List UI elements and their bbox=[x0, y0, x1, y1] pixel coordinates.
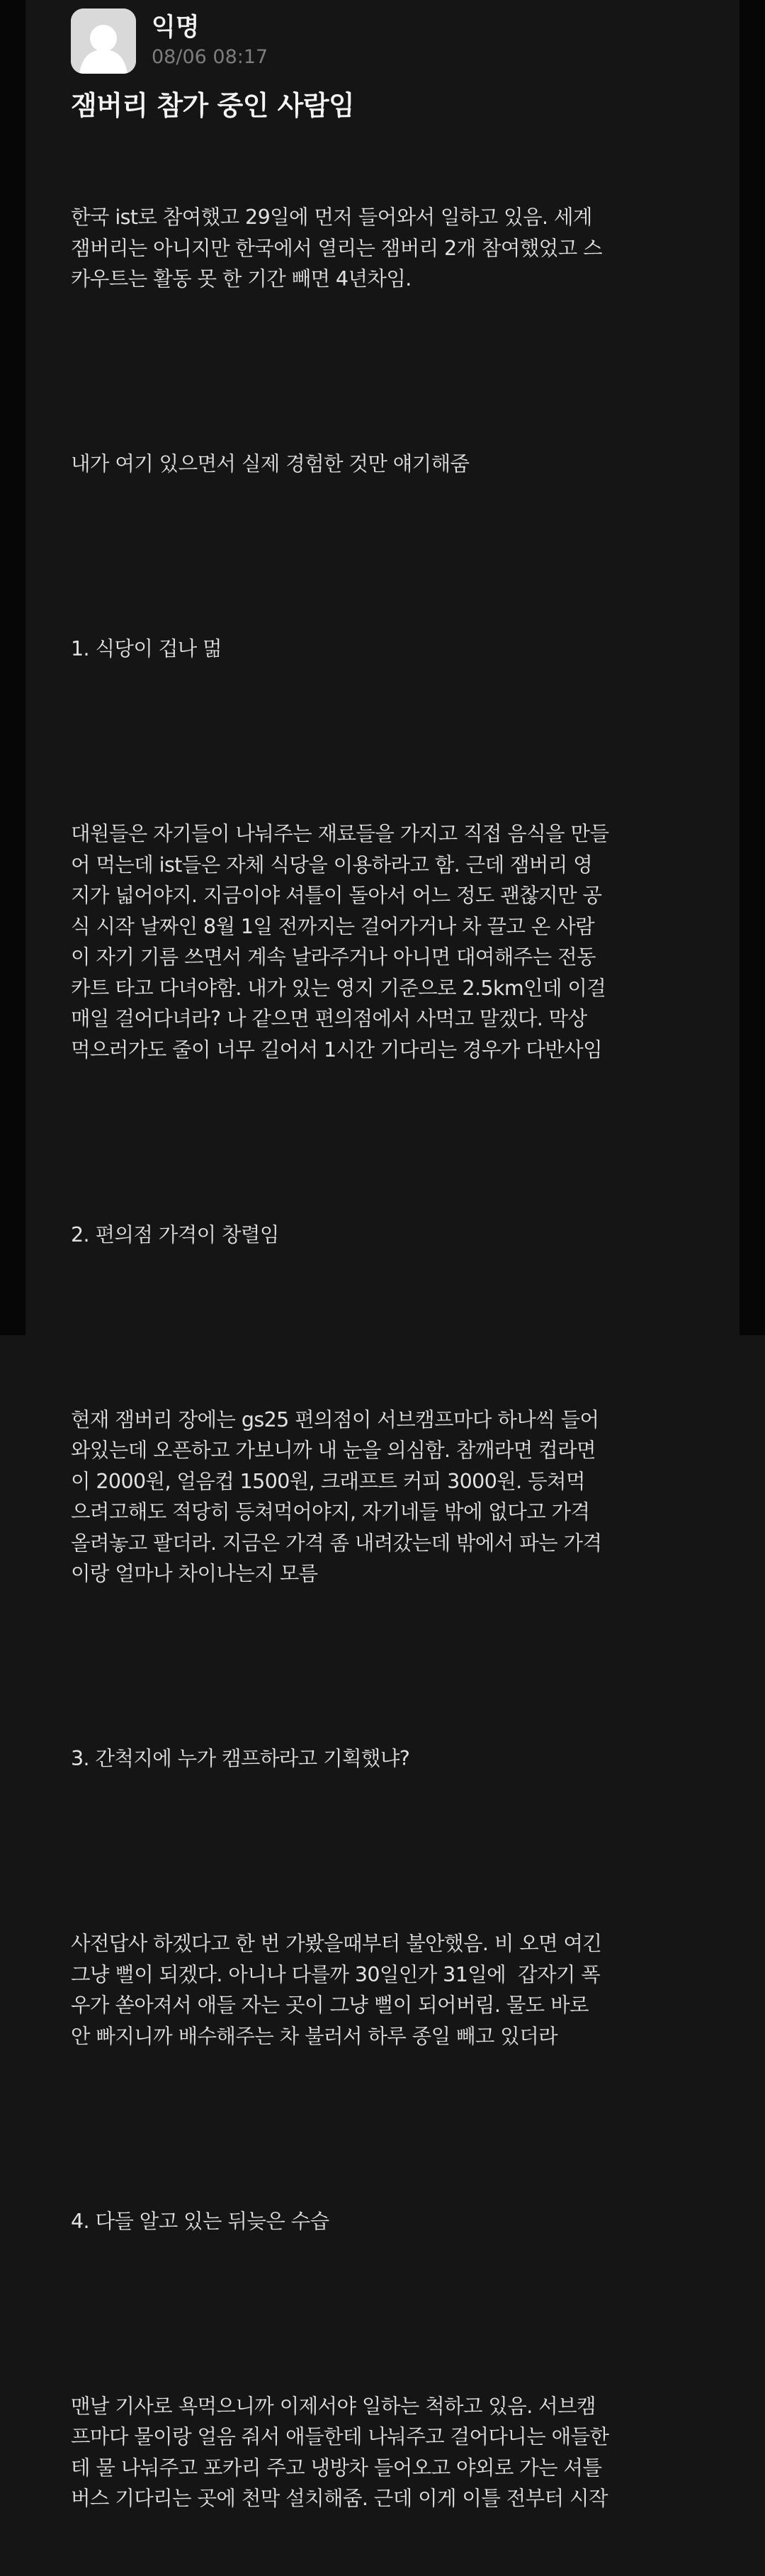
left-edge bbox=[0, 0, 26, 1335]
paragraph-gap bbox=[71, 1127, 701, 1158]
paragraph-gap bbox=[71, 2298, 701, 2329]
post-container bbox=[71, 9, 701, 2576]
paragraph-gap bbox=[71, 2113, 701, 2144]
post-body bbox=[71, 140, 701, 2576]
section-body-4: 맨날 기사로 욕먹으니까 이제서야 일하는 척하고 있음. 서브캠 프마다 물이랑 얼음 줘서 애들한테 나눠주고 걸어다니는 애들한 테 물 나눠주고 포카리 주고 냉방차 들어오고 야외로 가는 셔틀 버스 기다리는 곳에 천막 설치해줌. 근데 이게 이틀 전부터 시작 bbox=[71, 2394, 609, 2510]
paragraph-gap bbox=[71, 1312, 701, 1343]
default-profile-avatar-icon bbox=[71, 9, 136, 74]
avatar[interactable] bbox=[71, 9, 136, 74]
paragraph-gap bbox=[71, 356, 701, 388]
paragraph-gap bbox=[71, 1836, 701, 1867]
section-body-3: 사전답사 하겠다고 한 번 가봤을때부터 불안했음. 비 오면 여긴 그냥 뻘이 되겠다. 아니나 다를까 30일인가 31일에 갑자기 폭 우가 쏟아져서 애들 자는 곳이 그냥 뻘이 되어버림. 물도 바로 안 빠지니까 배수해주는 차 불러서 하루 종일 빼고 있더라 bbox=[71, 1932, 602, 2048]
section-body-2: 현재 잼버리 장에는 gs25 편의점이 서브캠프마다 하나씩 들어 와있는데 오픈하고 가보니까 내 눈을 의심함. 참깨라면 컵라면 이 2000원, 얼음컵 1500원, 크래프트 커피 3000원. 등쳐먹 으려고해도 적당히 등쳐먹어야지, 자기네들 밖에 없다고 가격 올려놓고 팔더라. 지금은 가격 좀 내려갔는데 밖에서 파는 가격 이랑 얼마나 차이나는지 모름 bbox=[71, 1407, 602, 1585]
section-heading-4: 4. 다들 알고 있는 뒤늦은 수습 bbox=[71, 2209, 329, 2233]
post-header bbox=[71, 9, 701, 74]
section-heading-2: 2. 편의점 가격이 창렬임 bbox=[71, 1222, 279, 1247]
paragraph-lead: 내가 여기 있으면서 실제 경험한 것만 얘기해줌 bbox=[71, 452, 470, 476]
paragraph-gap bbox=[71, 541, 701, 573]
paragraph-gap bbox=[71, 726, 701, 758]
section-heading-3: 3. 간척지에 누가 캠프하라고 기획했냐? bbox=[71, 1747, 410, 1770]
section-heading-1: 1. 식당이 겁나 멂 bbox=[71, 637, 222, 660]
author-block bbox=[152, 12, 268, 70]
author-name[interactable]: 익명 bbox=[152, 13, 200, 42]
post-timestamp: 08/06 08:17 bbox=[152, 46, 268, 68]
section-body-1: 대원들은 자기들이 나눠주는 재료들을 가지고 직접 음식을 만들 어 먹는데 ist들은 자체 식당을 이용하라고 함. 근데 잼버리 영 지가 넓어야지. 지금이야 셔틀이 돌아서 어느 정도 괜찮지만 공 식 시작 날짜인 8월 1일 전까지는 걸어가거나 차 끌고 온 사람 이 자기 기름 쓰면서 계속 날라주거나 아니면 대여해주는 전동 카트 타고 다녀야함. 내가 있는 영지 기준으로 2.5km인데 이걸 매일 걸어다녀라? 나 같으면 편의점에서 사먹고 말겠다. 막상 먹으러가도 줄이 너무 길어서 1시간 기다리는 경우가 다반사임 bbox=[71, 822, 609, 1062]
paragraph-intro: 한국 ist로 참여했고 29일에 먼저 들어와서 일하고 있음. 세계 잼버리는 아니지만 한국에서 열리는 잼버리 2개 참여했었고 스 카우트는 활동 못 한 기간 빼면 4년차임. bbox=[71, 206, 603, 291]
post-title: 잼버리 참가 중인 사람임 bbox=[71, 90, 355, 121]
paragraph-gap bbox=[71, 1651, 701, 1682]
right-edge bbox=[740, 0, 765, 1335]
